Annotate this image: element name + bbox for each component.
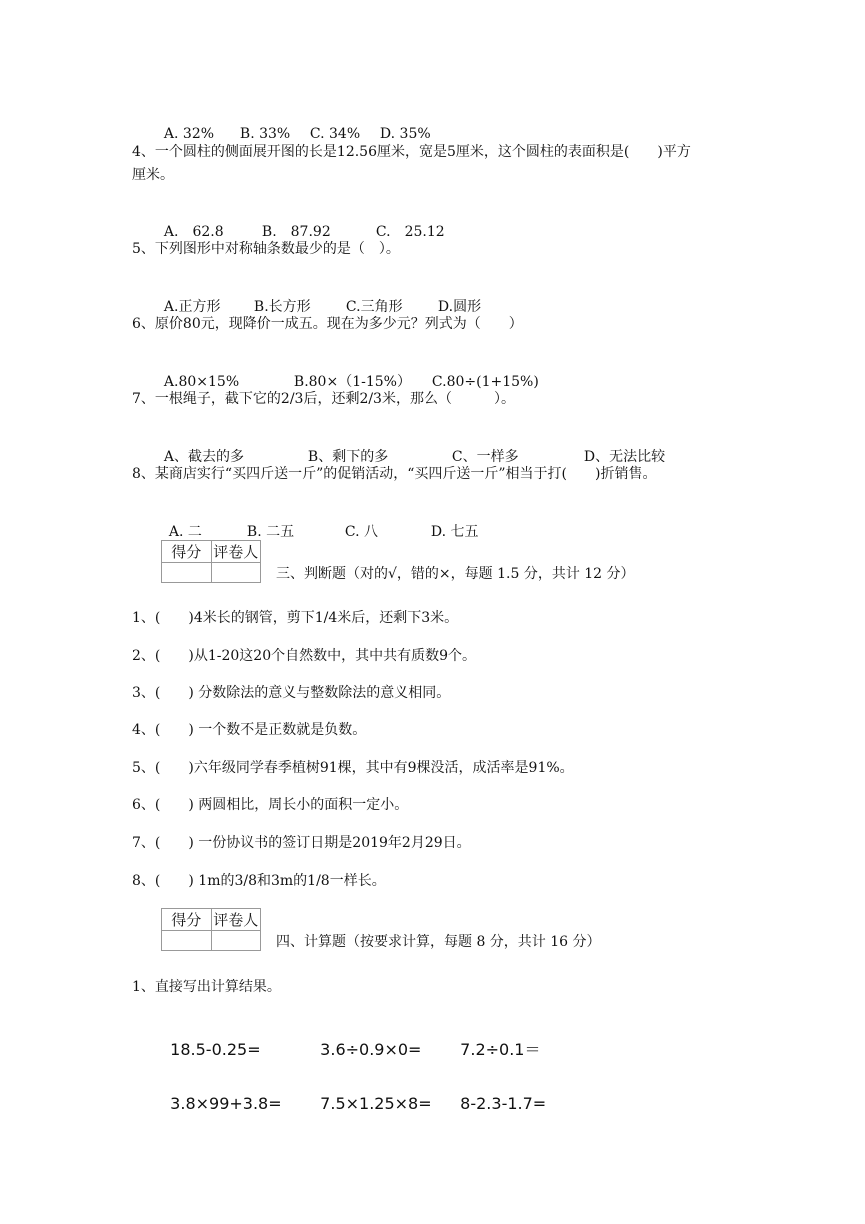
q7-option-a: A、截去的多 (163, 449, 245, 465)
score-label: 得分 (162, 909, 212, 931)
q4-option-c: C. 25.12 (375, 224, 445, 240)
q4-option-b: B. 87.92 (261, 224, 331, 240)
q4-option-a: A. 62.8 (163, 224, 224, 240)
q8-options (160, 502, 479, 542)
q5-text: 5、下列图形中对称轴条数最少的是（ ）。 (132, 241, 400, 257)
q7-text: 7、一根绳子，截下它的2/3后，还剩2/3米，那么（ ）。 (132, 391, 515, 407)
calc-expr-6: 8-2.3-1.7= (460, 1094, 547, 1113)
calc-expr-1: 18.5-0.25= (170, 1040, 261, 1059)
calc-expr-3: 7.2÷0.1＝ (460, 1040, 541, 1059)
q8-text: 8、某商店实行“买四斤送一斤”的促销活动，“买四斤送一斤”相当于打( )折销售。 (132, 466, 657, 482)
q3-option-c: C. 34% (309, 126, 361, 142)
grader-label: 评卷人 (211, 541, 261, 563)
calc-question-1: 1、直接写出计算结果。 (132, 979, 281, 995)
q5-option-d: D.圆形 (437, 299, 482, 315)
score-label: 得分 (162, 541, 212, 563)
q4-options (155, 202, 445, 242)
judge-item-4: 4、( ) 一个数不是正数就是负数。 (132, 722, 367, 738)
calc-expr-2: 3.6÷0.9×0= (320, 1040, 422, 1059)
calc-row-1 (160, 1017, 540, 1061)
q5-option-a: A.正方形 (163, 299, 221, 315)
calc-row-2 (160, 1071, 546, 1115)
judge-item-8: 8、( ) 1m的3/8和3m的1/8一样长。 (132, 873, 386, 889)
q7-option-b: B、剩下的多 (307, 449, 389, 465)
judge-item-6: 6、( ) 两圆相比，周长小的面积一定小。 (132, 797, 409, 813)
q6-option-b: B.80×（1-15%） (293, 374, 411, 390)
q7-option-c: C、一样多 (451, 449, 519, 465)
score-cell (162, 563, 212, 583)
q8-option-b: B. 二五 (246, 524, 295, 540)
grader-label: 评卷人 (211, 909, 261, 931)
grader-cell (211, 563, 261, 583)
q3-option-b: B. 33% (239, 126, 291, 142)
judge-item-7: 7、( ) 一份协议书的签订日期是2019年2月29日。 (132, 835, 471, 851)
q8-option-d: D. 七五 (430, 524, 479, 540)
q8-option-c: C. 八 (344, 524, 379, 540)
q5-option-b: B.长方形 (253, 299, 311, 315)
q6-option-a: A.80×15% (163, 374, 240, 390)
calc-expr-5: 7.5×1.25×8= (320, 1094, 432, 1113)
q7-options (155, 427, 665, 467)
section4-title: 四、计算题（按要求计算，每题 8 分，共计 16 分） (276, 934, 601, 950)
q7-option-d: D、无法比较 (583, 449, 666, 465)
q4-text-line2: 厘米。 (132, 167, 174, 183)
q6-options (155, 352, 539, 392)
q6-text: 6、原价80元，现降价一成五。现在为多少元？列式为（ ） (132, 316, 523, 332)
q3-option-d: D. 35% (379, 126, 431, 142)
grader-cell (211, 931, 261, 951)
score-box-section3 (161, 540, 261, 583)
q5-option-c: C.三角形 (345, 299, 403, 315)
judge-item-3: 3、( ) 分数除法的意义与整数除法的意义相同。 (132, 685, 451, 701)
q3-option-a: A. 32% (163, 126, 215, 142)
q6-option-c: C.80÷(1+15%) (431, 374, 539, 390)
q8-option-a: A. 二 (168, 524, 202, 540)
calc-expr-4: 3.8×99+3.8= (170, 1094, 282, 1113)
judge-item-5: 5、( )六年级同学春季植树91棵，其中有9棵没活，成活率是91%。 (132, 760, 574, 776)
q4-text-line1: 4、一个圆柱的侧面展开图的长是12.56厘米，宽是5厘米，这个圆柱的表面积是( )平方 (132, 144, 691, 160)
judge-item-2: 2、( )从1-20这20个自然数中，其中共有质数9个。 (132, 648, 477, 664)
q3-options (155, 104, 431, 144)
judge-item-1: 1、( )4米长的钢管，剪下1/4米后，还剩下3米。 (132, 610, 459, 626)
score-cell (162, 931, 212, 951)
q5-options (155, 277, 481, 317)
section3-title: 三、判断题（对的√，错的×，每题 1.5 分，共计 12 分） (276, 566, 635, 582)
score-box-section4 (161, 908, 261, 951)
